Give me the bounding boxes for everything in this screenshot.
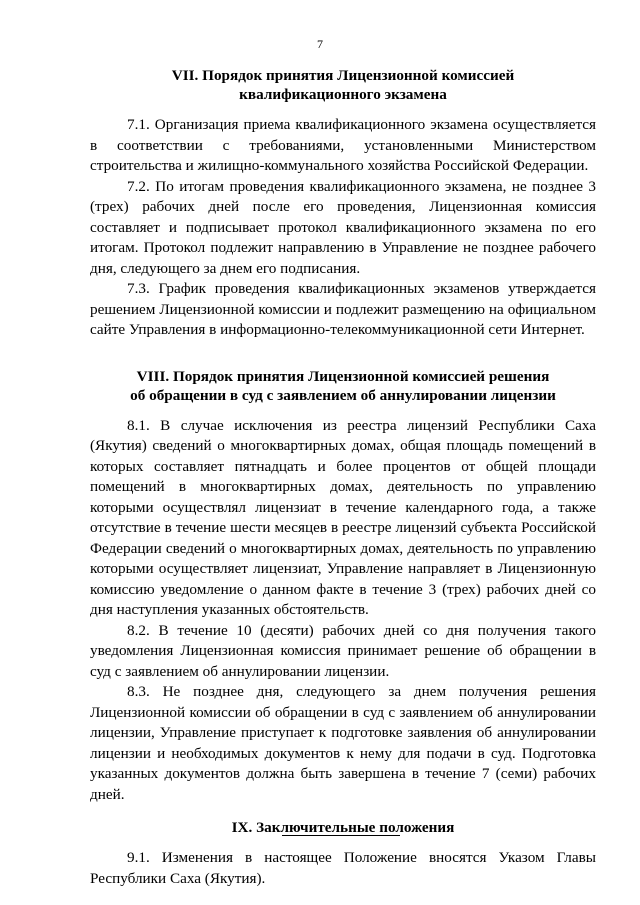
- section-8-heading-line2: об обращении в суд с заявлением об аннулировании лицензии: [130, 386, 556, 404]
- section-9-heading: IX. Заключительные положения: [231, 819, 455, 836]
- section-8-heading-line1: VIII. Порядок принятия Лицензионной комиссией решения: [136, 367, 550, 385]
- section-7-heading-line1: VII. Порядок принятия Лицензионной комиссией: [171, 67, 515, 84]
- paragraph-9-1: 9.1. Изменения в настоящее Положение вносятся Указом Главы Республики Саха (Якутия).: [90, 849, 596, 887]
- closing-rule: [282, 835, 400, 836]
- page-number: 7: [317, 37, 323, 51]
- paragraph-8-1: 8.1. В случае исключения из реестра лицензий Республики Саха (Якутия) сведений о многоквартирных домах, общая площадь помещений в которых составляет пятнадцать и более процентов от общей площади помещений в многоквартирных домах, деятельность по управлению которыми осуществлял лицензиат в течение календарного года, а также отсутствие в течение шести месяцев в реестре лицензий субъекта Российской Федерации сведений о многоквартирных домах, деятельность по управлению которыми осуществляет лицензиат, Управление направляет в Лицензионную комиссию уведомление о данном факте в течение 3 (трех) рабочих дней со дня наступления указанных обстоятельств.: [90, 416, 596, 618]
- paragraph-8-2: 8.2. В течение 10 (десяти) рабочих дней со дня получения такого уведомления Лицензионная комиссия принимает решение об обращении в суд с заявлением об аннулировании лицензии.: [90, 621, 596, 680]
- section-7-heading: [90, 66, 596, 104]
- paragraph-7-2: 7.2. По итогам проведения квалификационного экзамена, не позднее 3 (трех) рабочих дней после его проведения, Лицензионная комиссия составляет и подписывает протокол квалификационного экзамена по его итогам. Протокол подлежит направлению в Управление не позднее рабочего дня, следующего за днем его подписания.: [90, 177, 596, 277]
- paragraph-8-3: 8.3. Не позднее дня, следующего за днем получения решения Лицензионной комиссии об обращении в суд с заявлением об аннулировании лицензии, Управление приступает к подготовке заявления об аннулировании лицензии и необходимых документов к нему для подачи в суд. Подготовка указанных документов должна быть завершена в течение 7 (семи) рабочих дней.: [90, 683, 596, 803]
- document-body: [90, 66, 596, 889]
- paragraph-7-3: 7.3. График проведения квалификационных экзаменов утверждается решением Лицензионной комиссии и подлежит размещению на официальном сайте Управления в информационно-телекоммуникационной сети Интернет.: [90, 280, 596, 338]
- paragraph-7-1: 7.1. Организация приема квалификационного экзамена осуществляется в соответствии с требованиями, установленными Министерством строительства и жилищно-коммунального хозяйства Российской Федерации.: [90, 116, 596, 174]
- section-7-heading-line2: квалификационного экзамена: [239, 86, 447, 103]
- section-8-heading: [90, 367, 596, 405]
